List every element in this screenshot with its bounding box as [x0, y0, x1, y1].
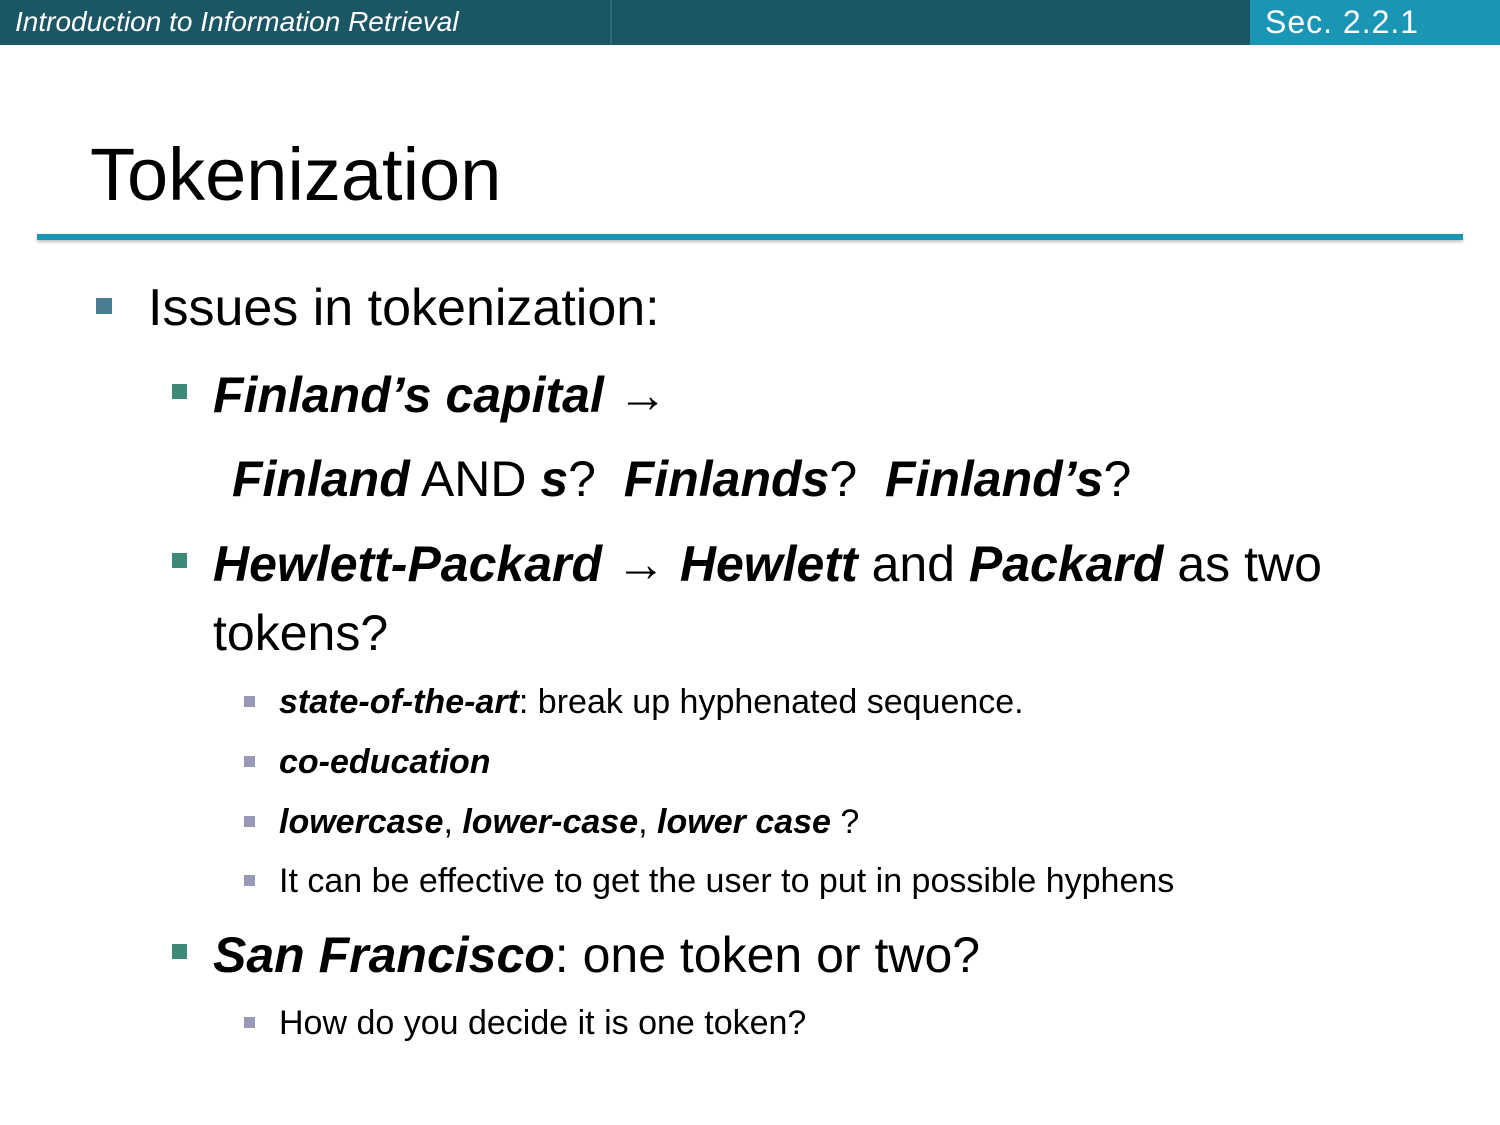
arrow-glyph: → — [615, 536, 666, 592]
sub-bullet-co-education: co-education — [279, 743, 491, 781]
finland-options — [232, 450, 1131, 508]
text-q1: ? — [568, 451, 624, 507]
bullet-marker — [244, 696, 255, 707]
text-and: and — [857, 536, 969, 592]
bullet-marker — [244, 816, 255, 827]
header-bar — [0, 0, 1500, 45]
term-hewlett: Hewlett — [679, 536, 858, 592]
term-packard: Packard — [968, 536, 1164, 592]
bullet-finland — [213, 366, 668, 424]
term-hewlett-packard: Hewlett-Packard — [213, 536, 603, 592]
term-s: s — [540, 451, 569, 507]
bullet-marker — [172, 553, 187, 568]
bullet-issues: Issues in tokenization: — [148, 279, 660, 337]
text-sota-desc: : break up hyphenated sequence. — [518, 683, 1024, 721]
term-finlands-capital: Finland’s capital — [213, 367, 604, 423]
text-sf-question: : one token or two? — [554, 927, 981, 983]
title-rule — [37, 234, 1463, 240]
bullet-marker — [172, 384, 187, 399]
bullet-marker — [96, 298, 112, 314]
text-tokens: tokens? — [213, 605, 389, 661]
text-as-two: as two — [1163, 536, 1322, 592]
text-q3: ? — [1103, 451, 1132, 507]
text-q2: ? — [829, 451, 885, 507]
bullet-marker — [244, 756, 255, 767]
text-comma: , — [638, 803, 658, 841]
header-divider — [610, 0, 612, 45]
course-title: Introduction to Information Retrieval — [15, 6, 459, 37]
bullet-marker — [244, 875, 255, 886]
section-label: Sec. 2.2.1 — [1265, 4, 1420, 40]
term-finland-apostrophe-s: Finland’s — [884, 451, 1104, 507]
sub-bullet-state-of-the-art — [279, 683, 1024, 722]
term-san-francisco: San Francisco — [213, 927, 555, 983]
term-state-of-the-art: state-of-the-art — [279, 683, 519, 721]
term-finland: Finland — [232, 451, 410, 507]
text-question: ? — [830, 803, 860, 841]
text-and: AND — [409, 451, 541, 507]
bullet-marker — [172, 944, 187, 959]
section-badge — [1250, 0, 1500, 45]
bullet-marker — [244, 1017, 255, 1028]
slide-title: Tokenization — [90, 133, 502, 216]
bullet-hewlett-packard — [213, 535, 1322, 593]
text-comma: , — [443, 803, 463, 841]
sub-bullet-effective: It can be effective to get the user to put in possible hyphens — [279, 862, 1175, 900]
term-lower-case-space: lower case — [657, 803, 831, 841]
sub-bullet-decide: How do you decide it is one token? — [279, 1004, 807, 1042]
bullet-san-francisco — [213, 926, 980, 984]
term-lowercase: lowercase — [279, 803, 444, 841]
term-finlands: Finlands — [623, 451, 830, 507]
term-lower-case-hyphen: lower-case — [462, 803, 639, 841]
arrow-glyph: → — [617, 367, 668, 423]
sub-bullet-lowercase — [279, 803, 859, 842]
